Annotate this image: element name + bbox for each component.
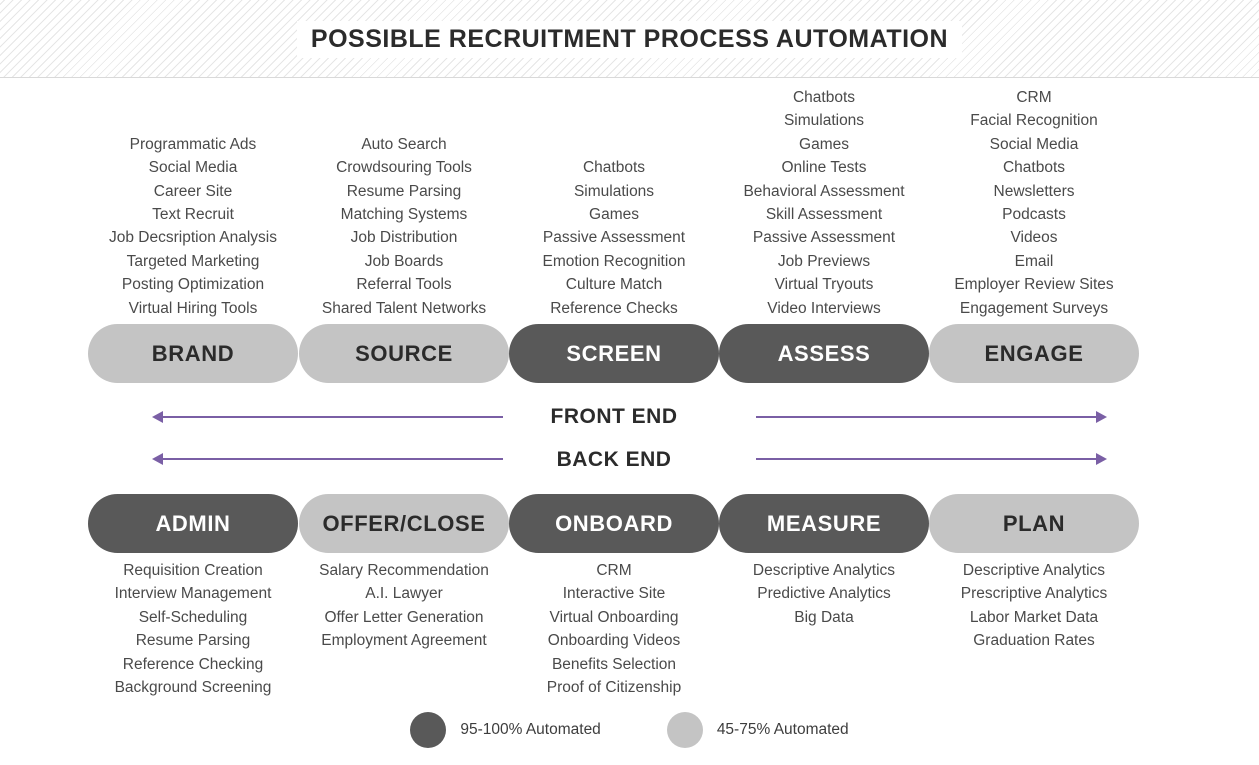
arrow-line-right: [756, 416, 1096, 418]
stage-item: Labor Market Data: [969, 608, 1099, 626]
stage-item: Auto Search: [361, 135, 447, 153]
legend-dot-light-icon: [667, 712, 703, 748]
stage-items-engage: [929, 86, 1139, 320]
stage-items-source: [299, 133, 509, 320]
stage-item: Behavioral Assessment: [743, 182, 905, 200]
stage-items-list: [88, 133, 298, 320]
legend-dot-dark-icon: [410, 712, 446, 748]
stage-item: Job Distribution: [350, 229, 458, 247]
stage-items-list: [719, 86, 929, 320]
stage-item: Shared Talent Networks: [321, 299, 487, 317]
stage-item: Job Decsription Analysis: [109, 229, 277, 247]
stage-item: Virtual Tryouts: [774, 276, 874, 294]
stage-item: Text Recruit: [152, 205, 234, 223]
stage-item: Games: [589, 205, 639, 223]
stage-item: Targeted Marketing: [126, 252, 260, 270]
stage-pill-label: OFFER/CLOSE: [322, 510, 486, 536]
stage-item: Engagement Surveys: [959, 299, 1109, 317]
stage-item: Emotion Recognition: [542, 252, 686, 270]
legend-item-medium-automation: [667, 712, 849, 748]
stage-item: Predictive Analytics: [757, 585, 891, 603]
stage-item: Programmatic Ads: [129, 135, 257, 153]
stage-pill-label: ADMIN: [155, 510, 231, 536]
stage-item: Chatbots: [1002, 159, 1066, 177]
back-end-label: BACK END: [556, 448, 672, 471]
stage-item: Graduation Rates: [973, 632, 1095, 650]
stage-item: Prescriptive Analytics: [960, 585, 1108, 603]
stage-items-screen: [509, 156, 719, 320]
stage-item: Video Interviews: [767, 299, 881, 317]
stage-pill-onboard[interactable]: [509, 494, 719, 553]
stage-items-plan: [929, 559, 1139, 653]
stage-items-assess: [719, 86, 929, 320]
stage-item: Reference Checking: [122, 655, 264, 673]
stage-item: Matching Systems: [340, 205, 468, 223]
stage-items-measure: [719, 559, 929, 629]
stage-item: Virtual Hiring Tools: [128, 299, 258, 317]
stage-items-list: [299, 133, 509, 320]
stage-items-onboard: [509, 559, 719, 699]
arrow-line-left: [163, 458, 503, 460]
stage-pill-offer-close[interactable]: [299, 494, 509, 553]
legend: [0, 712, 1259, 748]
stage-item: Podcasts: [1002, 205, 1066, 223]
stage-item: Interactive Site: [562, 585, 666, 603]
stage-pill-assess[interactable]: [719, 324, 929, 383]
stage-item: Crowdsouring Tools: [336, 159, 472, 177]
stage-item: Requisition Creation: [123, 562, 263, 579]
stage-pill-label: BRAND: [151, 340, 235, 366]
stage-pill-label: PLAN: [1002, 510, 1066, 536]
stage-items-list: [719, 559, 929, 629]
stage-pill-label: MEASURE: [766, 510, 882, 536]
stage-items-offer-close: [299, 559, 509, 653]
stage-item: Chatbots: [582, 159, 646, 177]
legend-item-high-automation: [410, 712, 600, 748]
stage-items-list: [929, 86, 1139, 320]
stage-item: Online Tests: [781, 159, 867, 177]
stage-item: Virtual Onboarding: [549, 608, 679, 626]
stage-item: Newsletters: [993, 182, 1075, 200]
stage-item: Employment Agreement: [321, 632, 487, 650]
stage-items-list: [509, 156, 719, 320]
stage-item: Email: [1014, 252, 1054, 270]
stage-pill-engage[interactable]: [929, 324, 1139, 383]
stage-item: Job Previews: [777, 252, 871, 270]
stage-pill-label: ENGAGE: [984, 340, 1084, 366]
arrow-head-right-icon: [1096, 453, 1107, 465]
stage-item: Employer Review Sites: [954, 276, 1114, 294]
stage-item: Facial Recognition: [970, 112, 1098, 130]
stage-pill-admin[interactable]: [88, 494, 298, 553]
arrow-line-right: [756, 458, 1096, 460]
legend-label: 95-100% Automated: [460, 721, 601, 738]
stage-item: Chatbots: [792, 88, 856, 106]
legend-label: 45-75% Automated: [716, 721, 849, 738]
stage-item: Descriptive Analytics: [962, 562, 1106, 579]
stage-item: Passive Assessment: [542, 229, 686, 247]
stage-item: CRM: [1016, 88, 1052, 106]
stage-item: Self-Scheduling: [138, 608, 248, 626]
stage-items-admin: [88, 559, 298, 699]
stage-pill-measure[interactable]: [719, 494, 929, 553]
stage-item: Resume Parsing: [346, 182, 462, 200]
stage-pill-brand[interactable]: [88, 324, 298, 383]
stage-pill-plan[interactable]: [929, 494, 1139, 553]
stage-item: Offer Letter Generation: [324, 608, 484, 626]
front-end-label: FRONT END: [550, 405, 678, 428]
stage-item: Culture Match: [565, 276, 663, 294]
stage-items-list: [88, 559, 298, 699]
stage-item: Skill Assessment: [765, 205, 883, 223]
stage-item: Games: [799, 135, 849, 153]
stage-pill-source[interactable]: [299, 324, 509, 383]
arrow-head-right-icon: [1096, 411, 1107, 423]
stage-item: Simulations: [573, 182, 655, 200]
stage-pill-label: ASSESS: [777, 340, 871, 366]
stage-item: Social Media: [148, 159, 238, 177]
stage-item: Salary Recommendation: [319, 562, 489, 579]
stage-pill-label: SCREEN: [566, 340, 662, 366]
stage-pill-label: ONBOARD: [555, 510, 673, 536]
stage-item: Career Site: [153, 182, 233, 200]
stage-item: Benefits Selection: [551, 655, 677, 673]
stage-item: Onboarding Videos: [547, 632, 681, 650]
stage-items-list: [929, 559, 1139, 653]
page-title: [0, 0, 1259, 78]
stage-item: A.I. Lawyer: [365, 585, 443, 603]
arrow-line-left: [163, 416, 503, 418]
stage-item: Proof of Citizenship: [546, 679, 682, 697]
stage-item: Posting Optimization: [121, 276, 265, 294]
stage-item: Descriptive Analytics: [752, 562, 896, 579]
arrow-head-left-icon: [152, 453, 163, 465]
stage-items-list: [509, 559, 719, 699]
stage-pill-label: SOURCE: [355, 340, 453, 366]
stage-item: Videos: [1010, 229, 1058, 247]
stage-item: Interview Management: [114, 585, 272, 603]
stage-item: Resume Parsing: [135, 632, 251, 650]
stage-items-list: [299, 559, 509, 653]
stage-item: Social Media: [989, 135, 1079, 153]
stage-item: Simulations: [783, 112, 865, 130]
stage-item: Background Screening: [114, 679, 272, 697]
stage-items-brand: [88, 133, 298, 320]
stage-item: Referral Tools: [356, 276, 452, 294]
stage-item: Big Data: [794, 608, 854, 626]
stage-item: Passive Assessment: [752, 229, 896, 247]
stage-item: CRM: [596, 562, 632, 579]
stage-pill-screen[interactable]: [509, 324, 719, 383]
stage-item: Job Boards: [364, 252, 444, 270]
page-title-text: POSSIBLE RECRUITMENT PROCESS AUTOMATION: [297, 21, 962, 58]
stage-item: Reference Checks: [550, 299, 678, 317]
arrow-head-left-icon: [152, 411, 163, 423]
